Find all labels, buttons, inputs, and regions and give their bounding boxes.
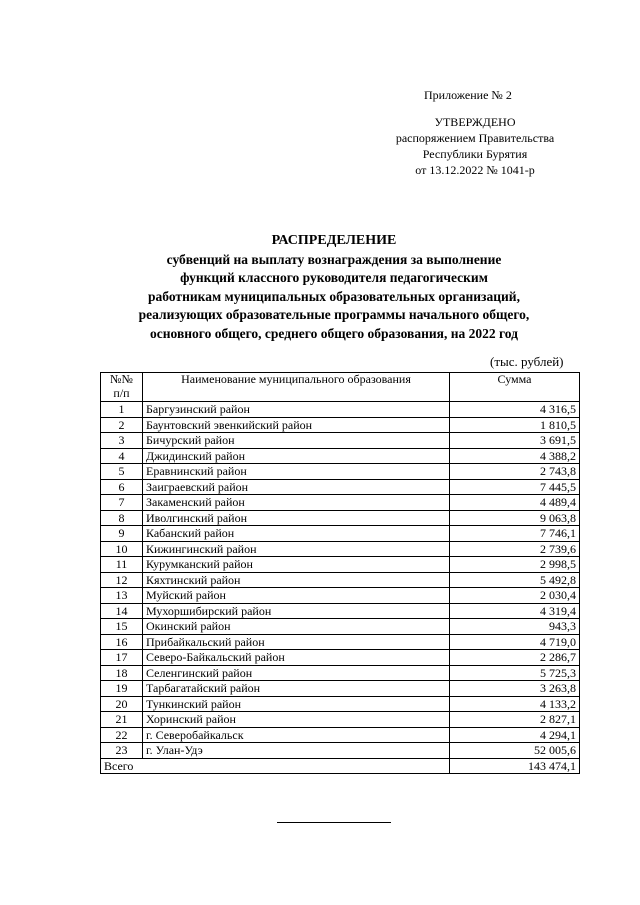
- approved-line: Республики Бурятия: [422, 147, 528, 161]
- row-amount: 9 063,8: [450, 510, 580, 526]
- municipality-name: г. Северобайкальск: [143, 727, 450, 743]
- heading-line: реализующих образовательные программы начального общего,: [138, 307, 530, 322]
- table-row: [101, 510, 580, 526]
- row-amount: 1 810,5: [450, 417, 580, 433]
- row-number: 15: [101, 619, 143, 635]
- total-label: Всего: [101, 758, 450, 774]
- municipality-name: Прибайкальский район: [143, 634, 450, 650]
- row-number: 16: [101, 634, 143, 650]
- row-amount: 4 316,5: [450, 402, 580, 418]
- row-amount: 4 489,4: [450, 495, 580, 511]
- approved-date-number: от 13.12.2022 № 1041-р: [415, 163, 535, 177]
- municipality-name: Кижингинский район: [143, 541, 450, 557]
- row-amount: 7 746,1: [450, 526, 580, 542]
- row-amount: 2 739,6: [450, 541, 580, 557]
- distribution-table: [100, 372, 580, 774]
- row-number: 13: [101, 588, 143, 604]
- row-number: 19: [101, 681, 143, 697]
- table-row: [101, 727, 580, 743]
- approval-block: [380, 114, 570, 178]
- heading-line: субвенций на выплату вознаграждения за выполнение: [166, 251, 502, 267]
- heading-line: основного общего, среднего общего образования, на 2022 год: [150, 325, 518, 341]
- municipality-name: Мухоршибирский район: [143, 603, 450, 619]
- row-number: 23: [101, 743, 143, 759]
- row-number: 20: [101, 696, 143, 712]
- municipality-name: Кабанский район: [143, 526, 450, 542]
- municipality-name: Иволгинский район: [143, 510, 450, 526]
- row-number: 7: [101, 495, 143, 511]
- heading-line: функций классного руководителя педагогическим: [180, 270, 488, 285]
- table-row: [101, 433, 580, 449]
- table-header-row: [101, 373, 580, 402]
- municipality-name: Курумканский район: [143, 557, 450, 573]
- row-amount: 4 719,0: [450, 634, 580, 650]
- row-amount: 2 998,5: [450, 557, 580, 573]
- row-number: 21: [101, 712, 143, 728]
- row-amount: 2 827,1: [450, 712, 580, 728]
- row-number: 11: [101, 557, 143, 573]
- row-number: 2: [101, 417, 143, 433]
- row-number: 8: [101, 510, 143, 526]
- row-amount: 5 725,3: [450, 665, 580, 681]
- row-amount: 2 743,8: [450, 464, 580, 480]
- table-row: [101, 572, 580, 588]
- column-header-number: №№ п/п: [101, 373, 143, 402]
- table-row: [101, 495, 580, 511]
- column-header-amount: Сумма: [450, 373, 580, 402]
- municipality-name: Еравнинский район: [143, 464, 450, 480]
- row-number: 9: [101, 526, 143, 542]
- municipality-name: Баунтовский эвенкийский район: [143, 417, 450, 433]
- row-number: 22: [101, 727, 143, 743]
- row-amount: 7 445,5: [450, 479, 580, 495]
- document-title: РАСПРЕДЕЛЕНИЕ: [271, 233, 397, 248]
- total-row: [101, 758, 580, 774]
- table-row: [101, 479, 580, 495]
- approved-line: распоряжением Правительства: [395, 131, 555, 145]
- municipality-name: Джидинский район: [143, 448, 450, 464]
- table-row: [101, 619, 580, 635]
- table-row: [101, 526, 580, 542]
- row-amount: 4 319,4: [450, 603, 580, 619]
- row-amount: 943,3: [450, 619, 580, 635]
- document-heading: [100, 232, 568, 343]
- units-label: (тыс. рублей): [490, 354, 564, 369]
- table-row: [101, 665, 580, 681]
- table-row: [101, 650, 580, 666]
- table-row: [101, 696, 580, 712]
- table-row: [101, 634, 580, 650]
- row-amount: 4 133,2: [450, 696, 580, 712]
- municipality-name: Окинский район: [143, 619, 450, 635]
- table-row: [101, 588, 580, 604]
- row-number: 17: [101, 650, 143, 666]
- row-number: 10: [101, 541, 143, 557]
- municipality-name: Закаменский район: [143, 495, 450, 511]
- row-amount: 5 492,8: [450, 572, 580, 588]
- table-row: [101, 681, 580, 697]
- table-row: [101, 464, 580, 480]
- row-amount: 2 286,7: [450, 650, 580, 666]
- row-number: 18: [101, 665, 143, 681]
- municipality-name: Бичурский район: [143, 433, 450, 449]
- municipality-name: Тункинский район: [143, 696, 450, 712]
- municipality-name: Селенгинский район: [143, 665, 450, 681]
- row-number: 5: [101, 464, 143, 480]
- municipality-name: Северо-Байкальский район: [143, 650, 450, 666]
- table-row: [101, 448, 580, 464]
- appendix-label: Приложение № 2: [424, 88, 512, 102]
- row-amount: 4 388,2: [450, 448, 580, 464]
- municipality-name: Муйский район: [143, 588, 450, 604]
- column-header-name: Наименование муниципального образования: [143, 373, 450, 402]
- row-number: 14: [101, 603, 143, 619]
- municipality-name: Хоринский район: [143, 712, 450, 728]
- table-row: [101, 712, 580, 728]
- municipality-name: г. Улан-Удэ: [143, 743, 450, 759]
- row-number: 6: [101, 479, 143, 495]
- row-amount: 2 030,4: [450, 588, 580, 604]
- row-number: 3: [101, 433, 143, 449]
- municipality-name: Тарбагатайский район: [143, 681, 450, 697]
- approved-title: УТВЕРЖДЕНО: [434, 115, 516, 129]
- table-row: [101, 541, 580, 557]
- row-amount: 52 005,6: [450, 743, 580, 759]
- row-amount: 4 294,1: [450, 727, 580, 743]
- total-amount: 143 474,1: [450, 758, 580, 774]
- municipality-name: Кяхтинский район: [143, 572, 450, 588]
- municipality-name: Баргузинский район: [143, 402, 450, 418]
- row-number: 1: [101, 402, 143, 418]
- row-number: 4: [101, 448, 143, 464]
- table-row: [101, 557, 580, 573]
- row-number: 12: [101, 572, 143, 588]
- table-row: [101, 417, 580, 433]
- municipality-name: Заиграевский район: [143, 479, 450, 495]
- footer-divider: [277, 822, 391, 823]
- table-body: [101, 402, 580, 759]
- row-amount: 3 263,8: [450, 681, 580, 697]
- row-amount: 3 691,5: [450, 433, 580, 449]
- table-row: [101, 743, 580, 759]
- heading-line: работникам муниципальных образовательных организаций,: [148, 288, 520, 304]
- table-row: [101, 402, 580, 418]
- table-row: [101, 603, 580, 619]
